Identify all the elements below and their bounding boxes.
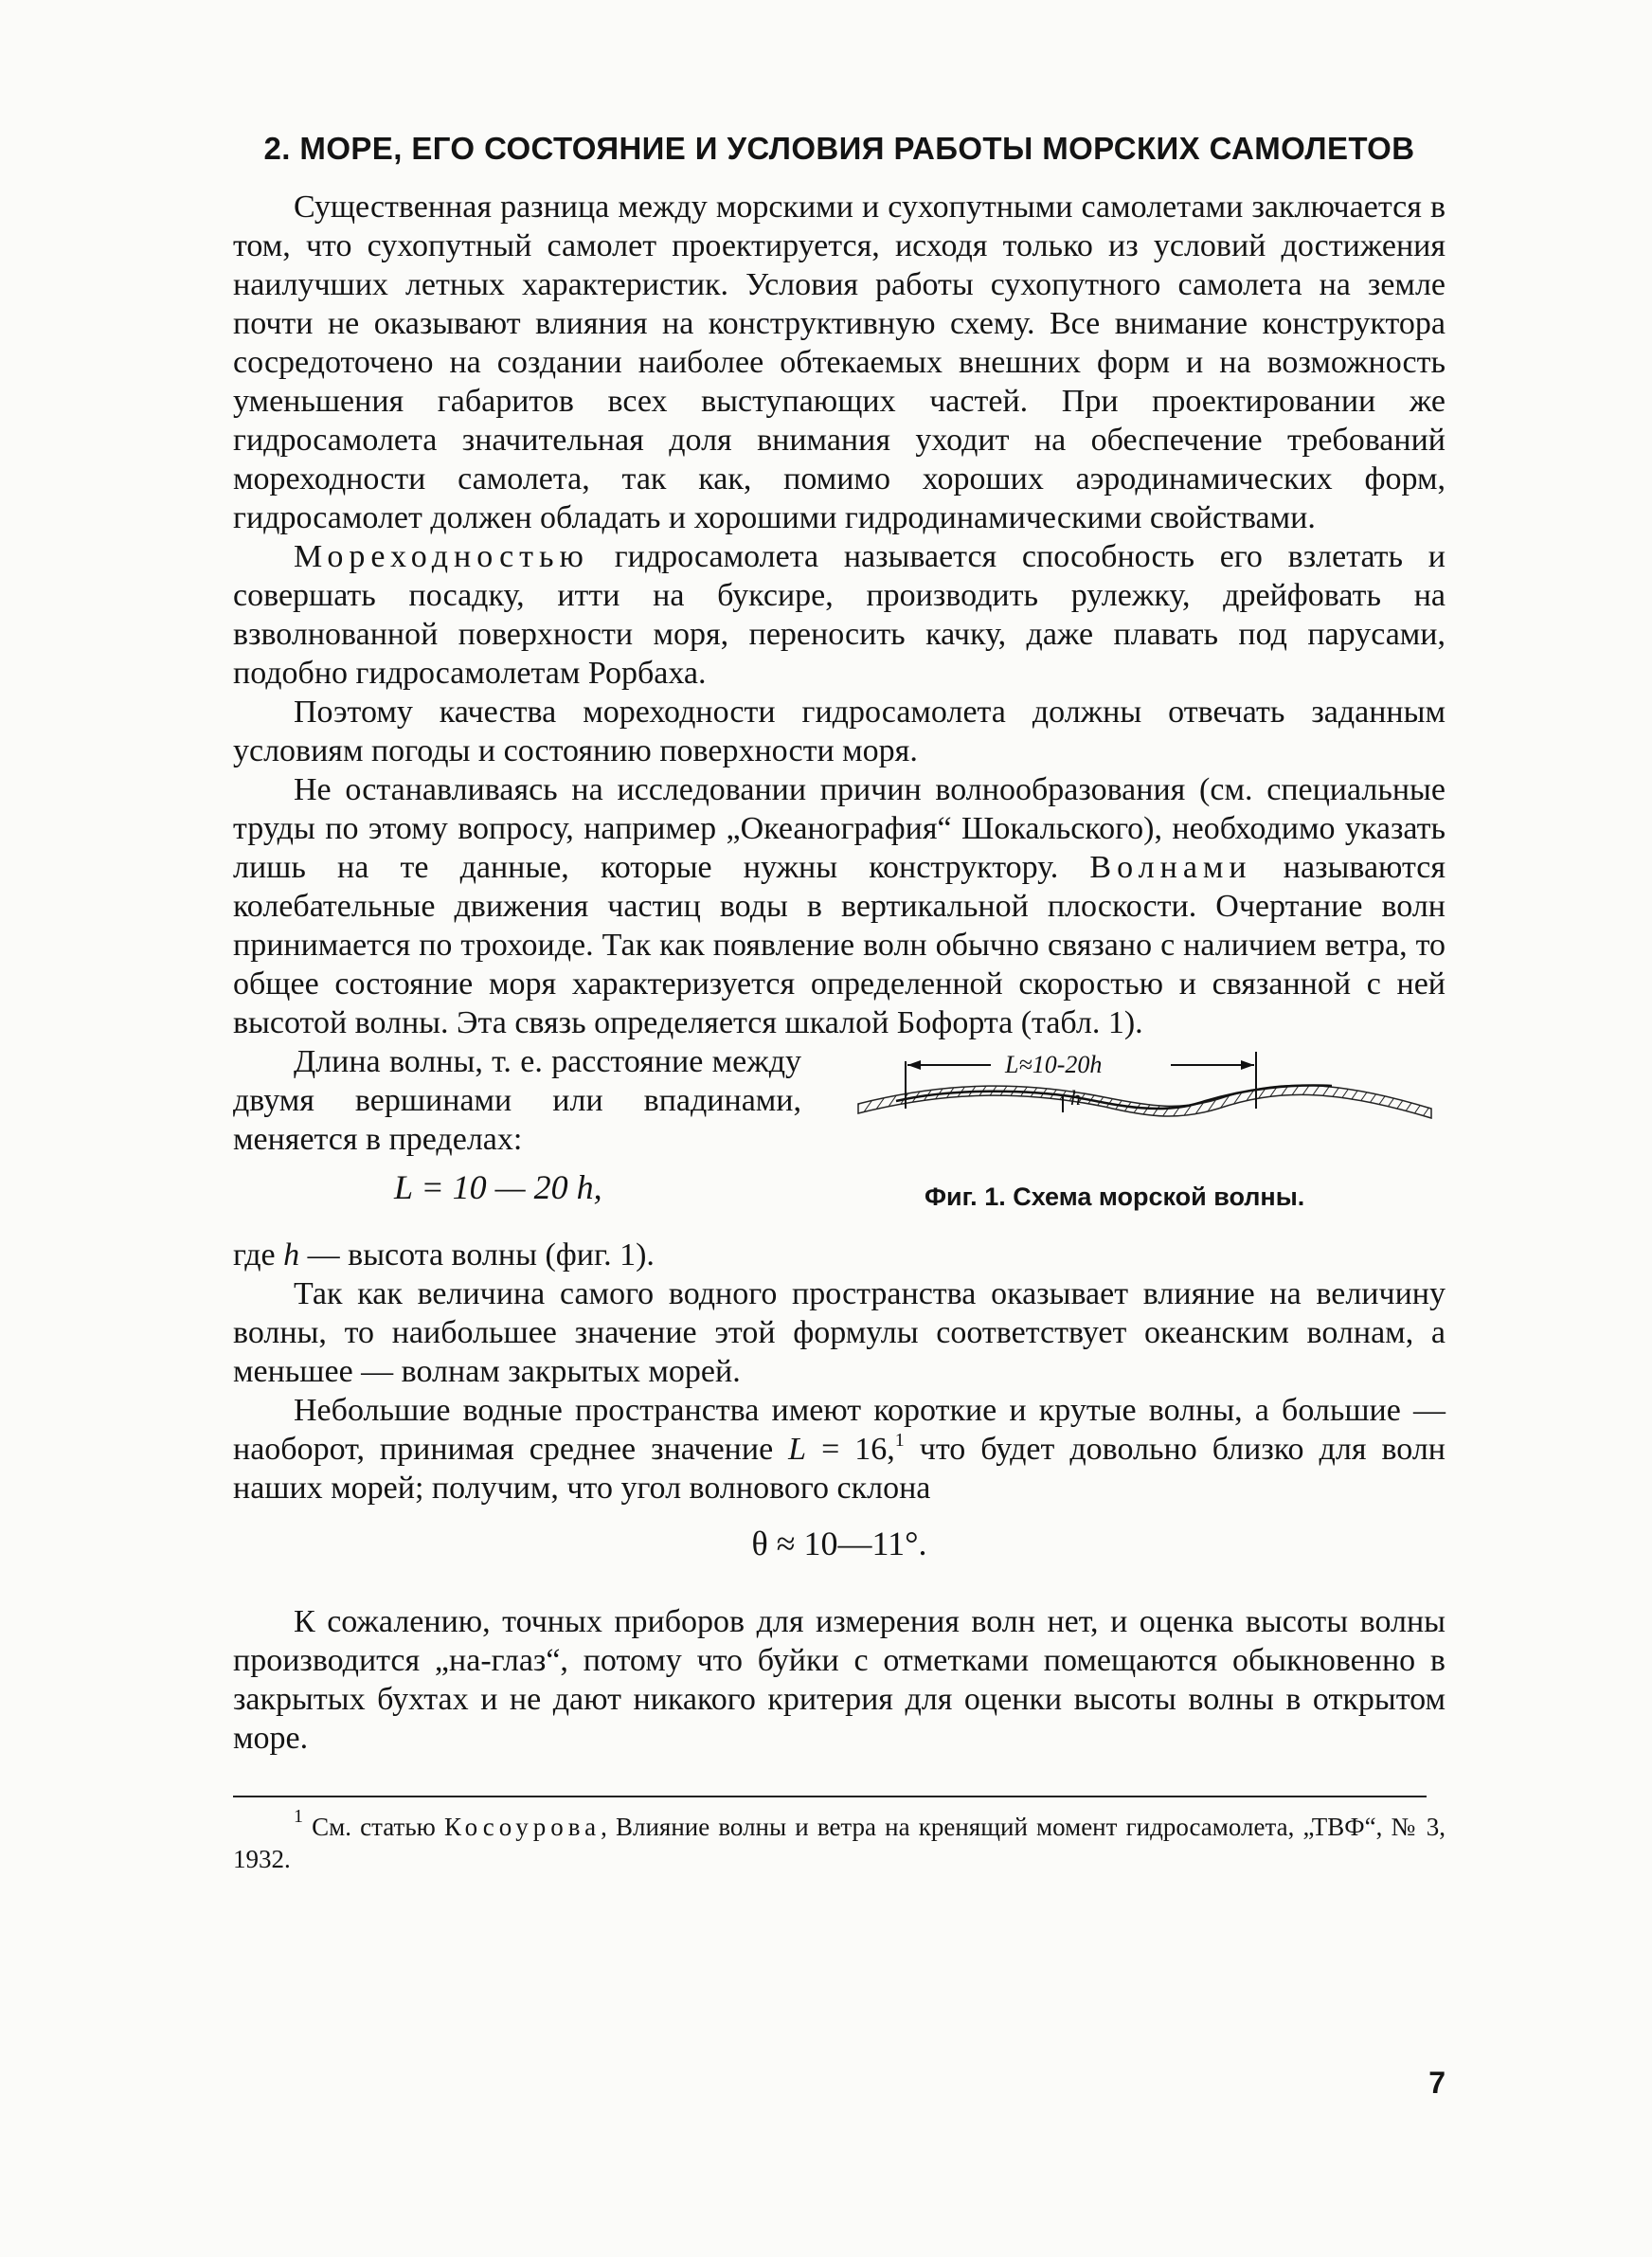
document-page — [233, 131, 1446, 1875]
footnote-ref: 1 — [894, 1430, 905, 1451]
formula-wavelength — [233, 1166, 801, 1208]
paragraph-5: Длина волны, т. е. расстояние между двумя вершинами или впадинами, меняется в пределах: — [233, 1044, 801, 1157]
footnote-mark: 1 — [294, 1806, 303, 1827]
paragraph-6 — [233, 1236, 1446, 1274]
wave-surface-hatched — [858, 1085, 1431, 1118]
footnote-divider — [233, 1796, 1427, 1797]
paragraph-8-text-b: = 16, — [806, 1432, 895, 1467]
paragraph-8-text-a: Небольшие водные пространства имеют короткие и крутые волны, а большие — наоборот, принимая среднее значение — [233, 1393, 1446, 1467]
wave-diagram — [839, 1042, 1446, 1184]
paragraph-2 — [233, 537, 1446, 693]
figure-side-text — [233, 1042, 801, 1208]
footnote-author: Косоурова — [443, 1813, 602, 1841]
paragraph-6-text-a: где — [233, 1237, 284, 1273]
section-heading: 2. МОРЕ, ЕГО СОСТОЯНИЕ И УСЛОВИЯ РАБОТЫ МОРСКИХ САМОЛЕТОВ — [263, 131, 1415, 166]
height-label: h — [1070, 1086, 1081, 1110]
paragraph-2-text: гидросамолета называется способность его взлетать и совершать посадку, итти на буксире, производить рулежку, дрейфовать на взволнованной поверхности моря, переносить качку, даже плавать под парусами, подобно гидросамолетам Рорбаха. — [233, 539, 1446, 691]
paragraph-4-text-b: называются колебательные движения частиц воды в вертикальной плоскости. Очертание волн принимается по трохоиде. Так как появление волн обычно связано с наличием ветра, то общее состояние моря характеризуется определенной скоростью и связанной с ней высотой волны. Эта связь определяется шкалой Бофорта (табл. 1). — [233, 850, 1446, 1040]
wave-figure — [839, 1042, 1446, 1232]
footnote — [233, 1806, 1446, 1875]
paragraph-3: Поэтому качества мореходности гидросамолета должны отвечать заданным условиям погоды и состоянию поверхности моря. — [233, 695, 1446, 768]
paragraph-8 — [233, 1391, 1446, 1508]
term-seaworthiness: Мореходностью — [294, 539, 589, 574]
paragraph-8-text-c: что будет довольно близко для волн наших морей; получим, что угол волнового склона — [233, 1432, 1446, 1506]
page-number: 7 — [1428, 2066, 1446, 2100]
paragraph-7: Так как величина самого водного пространства оказывает влияние на величину волны, то наибольшее значение этой формулы соответствует океанским волнам, а меньшее — волнам закрытых морей. — [233, 1276, 1446, 1389]
symbol-L: L — [788, 1432, 807, 1467]
paragraph-1: Существенная разница между морскими и сухопутными самолетами заключается в том, что сухопутный самолет проектируется, исходя только из условий достижения наилучших летных характеристик. Условия работы сухопутного самолета на земле почти не оказывают влияния на конструктивную схему. Все внимание конструктора сосредоточено на создании наиболее обтекаемых внешних форм и на возможность уменьшения габаритов всех выступающих частей. При проектировании же гидросамолета значительная доля внимания уходит на обеспечение требований мореходности самолета, так как, помимо хороших аэродинамических форм, гидросамолет должен обладать и хорошими гидродинамическими свойствами. — [233, 190, 1446, 535]
term-waves: Волнами — [1089, 850, 1252, 885]
symbol-h: h — [283, 1237, 300, 1273]
formula-wavelength-text: L = 10 — 20 h, — [394, 1168, 602, 1206]
wavelength-label: L≈10-20h — [1005, 1051, 1103, 1078]
footnote-text-b: , Влияние волны и ветра на кренящий момент гидросамолета, „ТВФ“, № 3, 1932. — [233, 1813, 1446, 1873]
paragraph-9: К сожалению, точных приборов для измерения волн нет, и оценка высоты волны производится „на-глаз“, потому что буйки с отметками помещаются обыкновенно в закрытых бухтах и не дают никакого критерия для оценки высоты волны в открытом море. — [233, 1604, 1446, 1756]
paragraph-6-text-b: — высота волны (фиг. 1). — [299, 1237, 655, 1273]
formula-slope-angle: θ ≈ 10—11°. — [751, 1525, 927, 1562]
footnote-text-a: См. статью — [303, 1813, 444, 1841]
figure-block — [233, 1042, 1446, 1232]
figure-caption: Фиг. 1. Схема морской волны. — [925, 1183, 1305, 1211]
paragraph-4 — [233, 770, 1446, 1042]
paragraph-4-text-a: Не останавливаясь на исследовании причин волнообразования (см. специальные труды по этому вопросу, например „Океанография“ Шокальского), необходимо указать лишь на те данные, которые нужны конструктору. — [233, 772, 1446, 885]
arrowhead-left — [907, 1060, 921, 1070]
arrowhead-right — [1241, 1060, 1254, 1070]
